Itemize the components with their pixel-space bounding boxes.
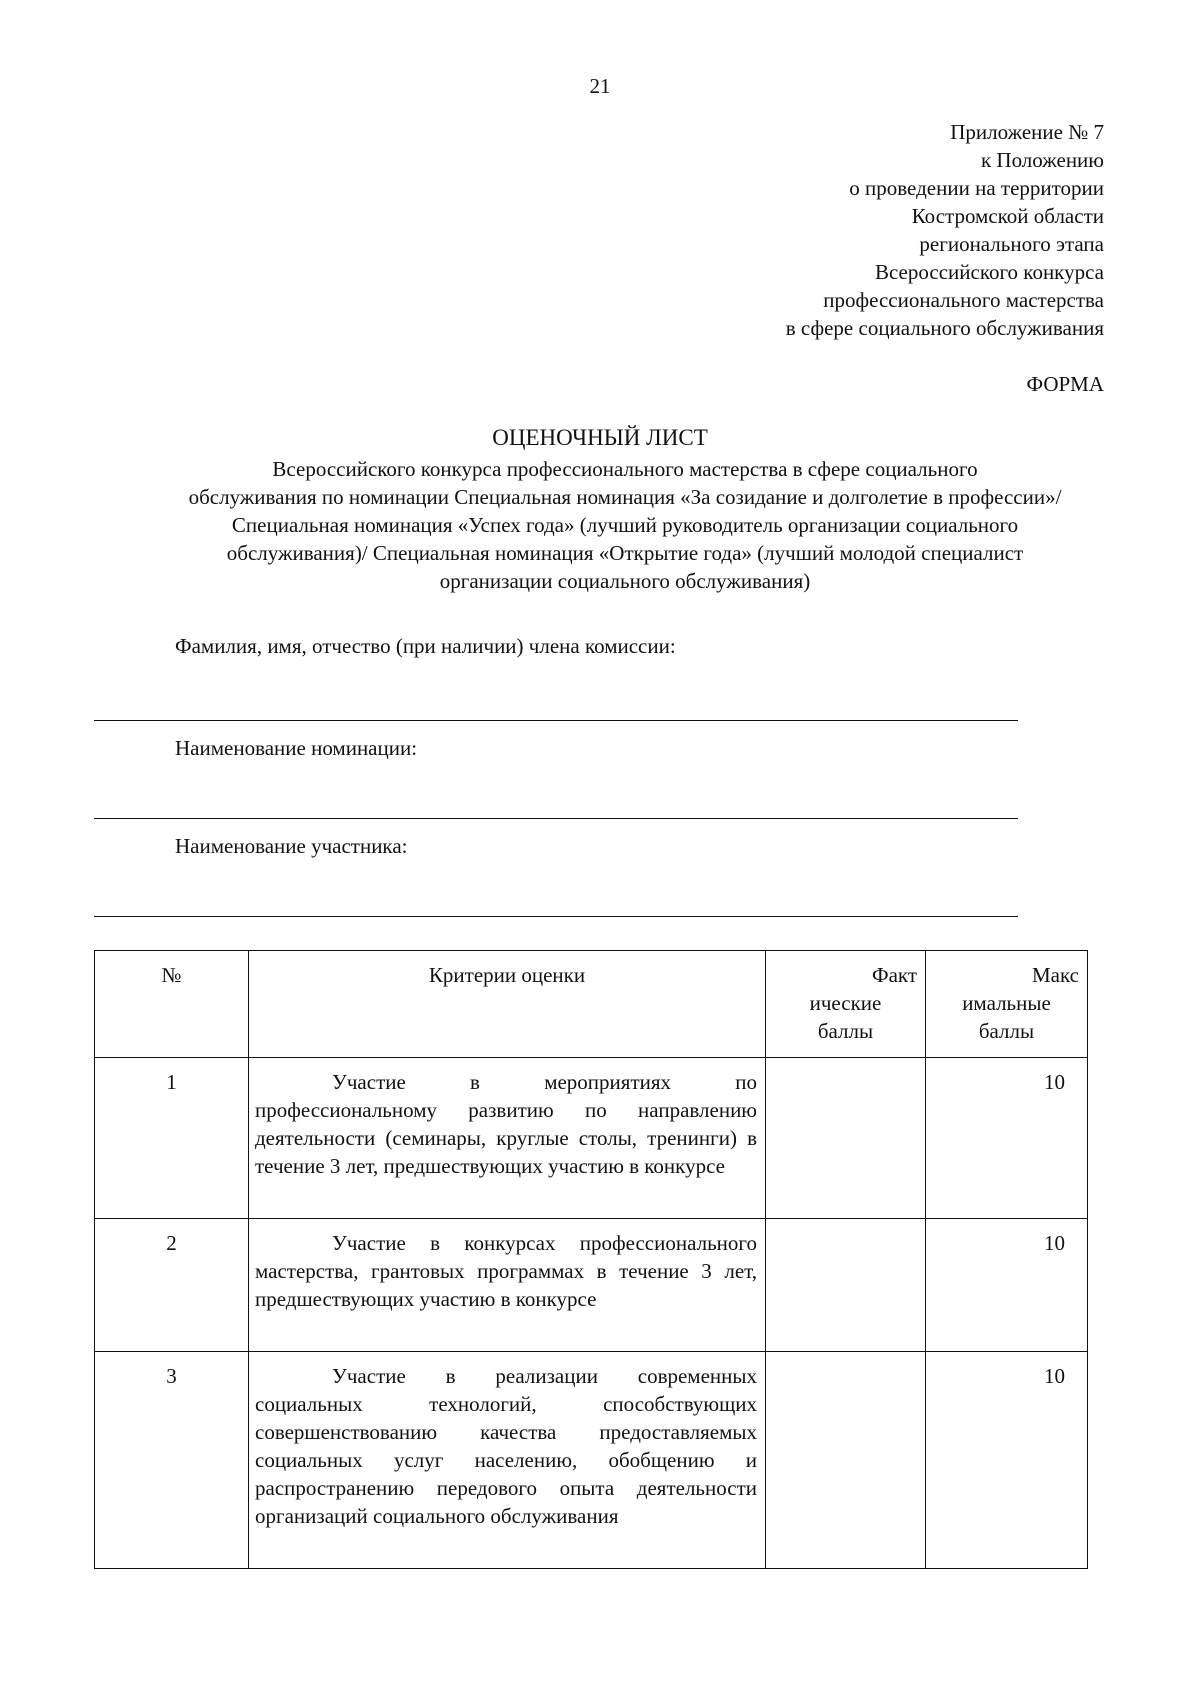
table-row — [95, 1058, 1088, 1219]
row-actual-points[interactable] — [766, 1219, 926, 1352]
nomination-label: Наименование номинации: — [175, 736, 418, 760]
appendix-line: Приложение № 7 — [950, 120, 1104, 144]
sheet-title: ОЦЕНОЧНЫЙ ЛИСТ — [492, 425, 708, 450]
table-header-row — [95, 951, 1088, 1058]
row-number: 1 — [95, 1058, 249, 1219]
sheet-subtitle-line: организации социального обслуживания) — [439, 569, 811, 593]
header-number: № — [95, 951, 249, 1058]
row-criterion: Участие в мероприятиях по профессиональному развитию по направлению деятельности (семинары, круглые столы, тренинги) в течение 3 лет, предшествующих участию в конкурсе — [249, 1058, 766, 1219]
sheet-subtitle-line: обслуживания по номинации Специальная номинация «За созидание и долголетие в профессии»/ — [188, 485, 1062, 509]
header-criteria: Критерии оценки — [249, 951, 766, 1058]
row-max-points: 10 — [926, 1058, 1088, 1219]
table-row — [95, 1219, 1088, 1352]
header-actual-points-line: баллы — [817, 1019, 874, 1043]
appendix-line: в сфере социального обслуживания — [785, 316, 1104, 340]
appendix-line: о проведении на территории — [849, 176, 1104, 200]
sheet-subtitle-line: обслуживания)/ Специальная номинация «Открытие года» (лучший молодой специалист — [226, 541, 1024, 565]
header-actual-points — [766, 951, 926, 1058]
row-actual-points[interactable] — [766, 1058, 926, 1219]
criteria-table — [94, 950, 1088, 1569]
header-actual-points-line: Факт — [871, 963, 917, 987]
sheet-subtitle — [100, 455, 1150, 595]
row-number: 2 — [95, 1219, 249, 1352]
row-criterion: Участие в реализации современных социальных технологий, способствующих совершенствованию качества предоставляемых социальных услуг населению, обобщению и распространению передового опыта деятельности организаций социального обслуживания — [249, 1352, 766, 1569]
header-max-points-line: Макс — [1032, 963, 1079, 987]
appendix-header — [544, 118, 1104, 342]
row-number: 3 — [95, 1352, 249, 1569]
row-max-points: 10 — [926, 1352, 1088, 1569]
appendix-line: Всероссийского конкурса — [874, 260, 1104, 284]
appendix-line: регионального этапа — [919, 232, 1104, 256]
participant-label: Наименование участника: — [175, 834, 408, 858]
appendix-line: Костромской области — [911, 204, 1104, 228]
header-actual-points-line: ические — [809, 991, 882, 1015]
appendix-line: профессионального мастерства — [823, 288, 1104, 312]
row-actual-points[interactable] — [766, 1352, 926, 1569]
appendix-line: к Положению — [980, 148, 1104, 172]
header-max-points-line: имальные — [962, 991, 1051, 1015]
row-max-points: 10 — [926, 1219, 1088, 1352]
participant-line[interactable] — [94, 888, 1018, 917]
form-label: ФОРМА — [1026, 372, 1104, 396]
sheet-subtitle-line: Всероссийского конкурса профессионального мастерства в сфере социального — [272, 457, 978, 481]
nomination-line[interactable] — [94, 790, 1018, 819]
page-number: 21 — [589, 74, 611, 98]
header-max-points-line: баллы — [978, 1019, 1035, 1043]
header-max-points — [926, 951, 1088, 1058]
commission-member-label: Фамилия, имя, отчество (при наличии) члена комиссии: — [175, 634, 676, 658]
commission-member-line[interactable] — [94, 692, 1018, 721]
sheet-subtitle-line: Специальная номинация «Успех года» (лучший руководитель организации социального — [231, 513, 1019, 537]
table-row — [95, 1352, 1088, 1569]
row-criterion: Участие в конкурсах профессионального мастерства, грантовых программах в течение 3 лет, предшествующих участию в конкурсе — [249, 1219, 766, 1352]
